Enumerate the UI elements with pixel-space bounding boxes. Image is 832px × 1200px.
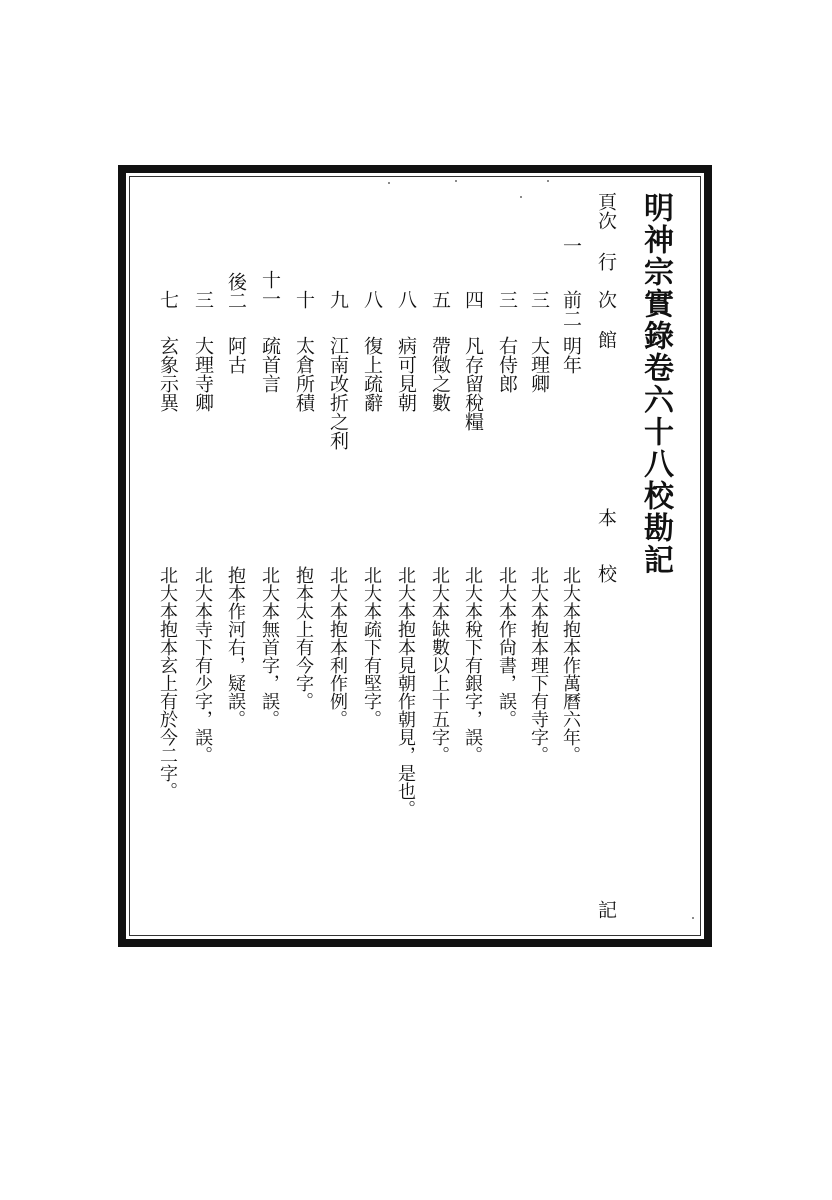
entry-line: 十	[293, 290, 315, 309]
entry-text: 復上疏辭	[361, 336, 383, 412]
entry-line: 十一	[259, 270, 281, 308]
header-edition-label: 館	[595, 330, 617, 349]
entry-line: 後二	[225, 272, 247, 310]
entry-line: 三	[192, 290, 214, 309]
entry-line: 九	[327, 290, 349, 309]
entry-text: 疏首言	[259, 336, 281, 393]
entry-text: 凡存留稅糧	[462, 336, 484, 431]
entry-line: 前二	[560, 290, 582, 328]
entry-text: 大理寺卿	[192, 336, 214, 412]
entry-text: 玄象示異	[157, 336, 179, 412]
entry-note: 北大本缺數以上十五字。	[429, 566, 450, 764]
entry-text: 帶徵之數	[429, 336, 451, 412]
entry-text: 明年	[560, 336, 582, 374]
entry-page: 一	[560, 236, 582, 255]
header-collation-label: 校	[595, 564, 617, 583]
entry-line: 五	[429, 290, 451, 309]
entry-line: 七	[157, 290, 179, 309]
scan-speck	[388, 182, 390, 184]
entry-note: 北大本寺下有少字，誤。	[192, 566, 213, 764]
scan-speck	[520, 196, 522, 198]
entry-note: 抱本太上有今字。	[293, 566, 314, 710]
entry-line: 四	[462, 290, 484, 309]
header-edition-main-label: 本	[595, 508, 617, 527]
scan-speck	[692, 917, 694, 919]
entry-text: 江南改折之利	[327, 336, 349, 450]
header-page-label: 頁次	[595, 192, 617, 230]
entry-note: 北大本抱本利作例。	[327, 566, 348, 728]
entry-line: 八	[361, 290, 383, 309]
entry-note: 北大本抱本玄上有於今二字。	[157, 566, 178, 800]
header-order-label: 次	[595, 290, 617, 309]
entry-note: 北大本稅下有銀字，誤。	[462, 566, 483, 764]
scan-speck	[547, 180, 549, 182]
entry-note: 北大本抱本作萬曆六年。	[560, 566, 581, 764]
entry-text: 大理卿	[528, 336, 550, 393]
entry-note: 北大本疏下有堅字。	[361, 566, 382, 728]
entry-note: 北大本無首字，誤。	[259, 566, 280, 728]
header-line-label: 行	[595, 252, 617, 271]
entry-text: 病可見朝	[395, 336, 417, 412]
entry-text: 太倉所積	[293, 336, 315, 412]
entry-line: 三	[528, 290, 550, 309]
entry-note: 北大本抱本見朝作朝見，是也。	[395, 566, 416, 818]
entry-note: 北大本抱本理下有寺字。	[528, 566, 549, 764]
scan-speck	[455, 180, 457, 182]
entry-line: 三	[496, 290, 518, 309]
entry-text: 右侍郎	[496, 336, 518, 393]
entry-note: 北大本作尙書，誤。	[496, 566, 517, 728]
entry-note: 抱本作河右，疑誤。	[225, 566, 246, 728]
page-frame	[118, 165, 712, 947]
entry-line: 八	[395, 290, 417, 309]
header-notes-label: 記	[595, 900, 617, 919]
document-title: 明神宗實錄卷六十八校勘記	[638, 192, 673, 576]
entry-text: 阿古	[225, 336, 247, 374]
